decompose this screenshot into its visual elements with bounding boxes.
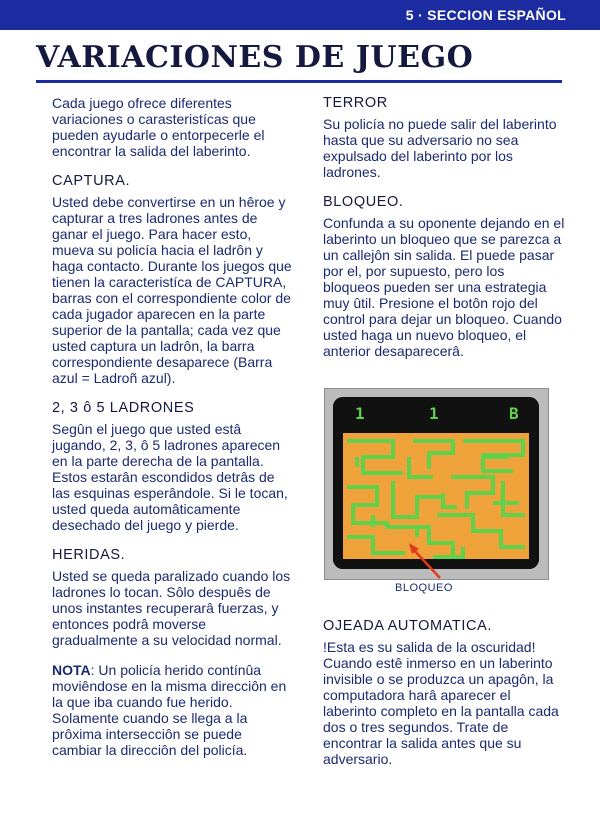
section-heading: TERROR <box>323 95 388 111</box>
score-middle: 1 <box>429 404 439 423</box>
section-body: !Esta es su salida de la oscuridad! Cuando estê inmerso en un laberinto invisible o se produzca un apagôn, la computadora harâ aparecer el laberinto completo en la pantalla cada dos o tres segundos. Trate de encontrar la salida antes que su adversario. <box>323 639 559 767</box>
section-heading: 2, 3 ô 5 LADRONES <box>52 400 195 416</box>
nota-body: : Un policía herido contínûa moviêndose en la misma direcciôn en la que iba cuando fue herido. Solamente cuando se llega a la prôxima intersecciôn se puede cambiar la direcciôn del policía. <box>52 662 287 758</box>
right-column <box>323 95 565 373</box>
title-underline <box>36 80 562 83</box>
intro-paragraph: Cada juego ofrece diferentes variaciones o carasteristícas que pueden ayudarle o entorpecerle el encontrar la salida del laberinto. <box>52 95 265 159</box>
section-ojeada <box>323 618 565 767</box>
section-body: Usted debe convertirse en un hêroe y capturar a tres ladrones antes de ganar el juego. Para hacer esto, mueva su policía hacia el ladrôn y haga contacto. Durante los juegos que tienen la caracteristíca de CAPTURA, barras con el correspondiente color de cada jugador aparecen en la parte superior de la pantalla; cada vez que usted captura un ladrôn, la barra correspondiente desaparece (Barra azul = Ladroñ azul). <box>52 194 292 386</box>
section-ladrones <box>52 400 292 533</box>
section-terror <box>323 95 565 180</box>
section-label: 5 · SECCION ESPAÑOL <box>405 7 566 23</box>
screenshot-caption: BLOQUEO <box>395 582 453 594</box>
section-body: Usted se queda paralizado cuando los ladrones lo tocan. Sôlo despuês de unos instantes recuperarâ fuerzas, y entonces podrâ moverse gradualmente a su velocidad normal. <box>52 568 291 648</box>
page-title: VARIACIONES DE JUEGO <box>36 40 474 75</box>
intro-section <box>52 95 292 159</box>
score-left: 1 <box>355 404 365 423</box>
nota-section <box>52 662 292 758</box>
game-screenshot-frame <box>324 388 549 580</box>
nota-label: NOTA <box>52 662 91 678</box>
section-body: Segûn el juego que usted estâ jugando, 2, 3, ô 5 ladrones aparecen en la parte derecha de la pantalla. Estos estarân escondidos detrâs de las esquinas esperândole. Si le tocan, usted queda automâticamente desechado del juego y pierde. <box>52 421 288 533</box>
left-column <box>52 95 292 772</box>
section-heading: BLOQUEO. <box>323 194 404 210</box>
section-bloqueo <box>323 194 565 359</box>
section-heading: CAPTURA. <box>52 173 131 189</box>
bloqueo-arrow <box>325 389 548 579</box>
section-captura <box>52 173 292 386</box>
nota-paragraph <box>52 662 292 758</box>
section-body: Confunda a su oponente dejando en el laberinto un bloqueo que se parezca a un callejôn sin salida. El puede pasar por el, por supuesto, pero los bloqueos pueden ser una estrategia muy ûtil. Presione el botôn rojo del control para dejar un bloqueo. Cuando usted haga un nuevo bloqueo, el anterior desaparecerâ. <box>323 215 565 359</box>
section-heading: OJEADA AUTOMATICA. <box>323 618 492 634</box>
section-heading: HERIDAS. <box>52 547 126 563</box>
score-right: B <box>509 404 519 423</box>
section-body: Su policía no puede salir del laberinto hasta que su adversario no sea expulsado del laberinto por los ladrones. <box>323 116 557 180</box>
section-heridas <box>52 547 292 648</box>
